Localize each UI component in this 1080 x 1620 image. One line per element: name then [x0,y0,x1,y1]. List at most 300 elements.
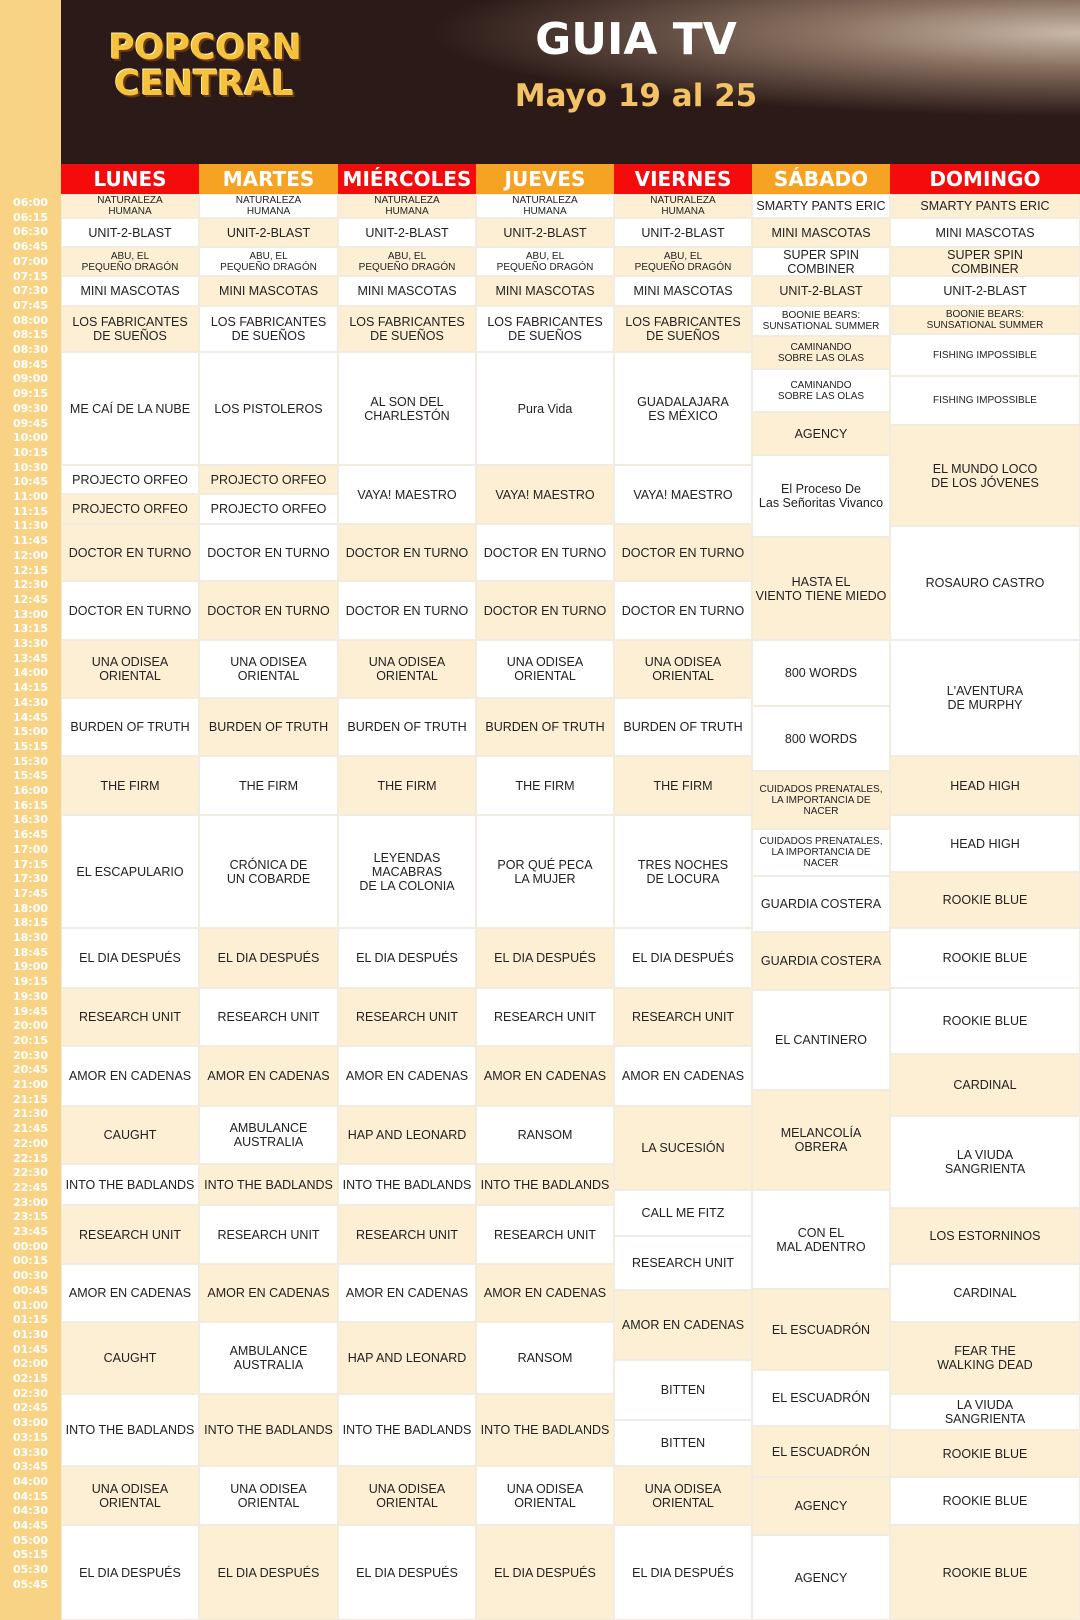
program-3-5 [476,352,614,465]
day-header-5: SÁBADO [752,164,890,194]
time-label: 06:15 [12,210,48,224]
program-1-9 [199,581,338,640]
page-title: GUIA TV [535,14,737,65]
program-title: LEYENDAS MACABRAS DE LA COLONIA [359,850,455,893]
program-2-23 [338,1525,476,1620]
program-title: ABU, EL PEQUEÑO DRAGÓN [634,250,732,273]
program-0-21 [61,1322,199,1394]
program-2-10 [338,698,476,756]
time-label: 11:30 [12,519,48,533]
program-title: UNA ODISEA ORIENTAL [368,1481,446,1510]
header-banner [61,0,1080,164]
program-title: EL DIA DESPUÉS [632,1565,734,1580]
program-4-11 [614,756,752,815]
program-1-24 [199,1525,338,1620]
time-label: 09:45 [12,416,48,430]
program-title: FEAR THE WALKING DEAD [937,1344,1033,1372]
time-label: 03:30 [12,1445,48,1459]
program-title: AMOR EN CADENAS [345,1069,469,1083]
program-1-23 [199,1466,338,1525]
program-4-22 [614,1466,752,1525]
time-label: 22:15 [12,1151,48,1165]
program-3-10 [476,698,614,756]
program-1-4 [199,306,338,352]
program-title: ABU, EL PEQUEÑO DRAGÓN [358,250,456,273]
program-title: BOONIE BEARS: SUNSATIONAL SUMMER [762,310,880,332]
program-title: MINI MASCOTAS [357,284,457,298]
program-title: CUIDADOS PRENATALES, LA IMPORTANCIA DE NACER [759,836,883,869]
time-label: 00:15 [12,1254,48,1268]
program-1-19 [199,1205,338,1264]
program-6-14 [890,988,1080,1054]
program-title: LA VIUDA SANGRIENTA [944,1398,1026,1426]
time-label: 18:15 [12,916,48,930]
time-label: 01:15 [12,1313,48,1327]
time-label: 02:45 [12,1401,48,1415]
time-label: 00:30 [12,1269,48,1283]
time-label: 07:30 [12,284,48,298]
program-title: NATURALEZA HUMANA [512,195,578,217]
program-title: BURDEN OF TRUTH [623,720,743,734]
program-title: EL DIA DESPUÉS [79,1565,181,1580]
program-title: THE FIRM [515,778,575,793]
program-2-1 [338,218,476,247]
program-title: MINI MASCOTAS [935,225,1035,240]
program-0-15 [61,988,199,1046]
program-title: CARDINAL [953,1286,1017,1300]
program-title: El Proceso De Las Señoritas Vivanco [758,482,884,510]
program-3-14 [476,988,614,1046]
program-6-7 [890,425,1080,526]
program-title: UNA ODISEA ORIENTAL [644,655,722,683]
program-3-22 [476,1466,614,1525]
day-header-3: JUEVES [476,164,614,194]
time-label: 14:45 [12,710,48,724]
program-title: DOCTOR EN TURNO [483,603,607,618]
program-6-10 [890,756,1080,815]
program-6-16 [890,1116,1080,1208]
program-title: DOCTOR EN TURNO [483,545,607,560]
time-label: 06:45 [12,240,48,254]
program-title: AMOR EN CADENAS [345,1286,469,1300]
program-title: LOS FABRICANTES DE SUEÑOS [349,315,465,343]
time-label: 07:45 [12,298,48,312]
program-title: AMOR EN CADENAS [621,1318,745,1332]
time-label: 17:15 [12,857,48,871]
time-label: 07:00 [12,254,48,268]
program-6-21 [890,1430,1080,1477]
program-title: RESEARCH UNIT [631,1010,735,1024]
program-title: NATURALEZA HUMANA [650,195,716,217]
program-title: ROOKIE BLUE [942,951,1028,965]
program-4-20 [614,1360,752,1420]
program-title: BURDEN OF TRUTH [347,720,467,734]
program-0-19 [61,1205,199,1264]
program-1-8 [199,524,338,581]
program-1-3 [199,276,338,306]
program-title: ROOKIE BLUE [942,1494,1028,1508]
program-4-9 [614,640,752,698]
program-2-15 [338,1046,476,1106]
time-label: 11:15 [12,504,48,518]
program-title: LOS FABRICANTES DE SUEÑOS [625,315,741,343]
program-2-18 [338,1205,476,1264]
program-title: CAUGHT [103,1128,157,1142]
program-0-2 [61,247,199,276]
time-label: 23:45 [12,1225,48,1238]
program-3-0 [476,194,614,218]
program-title: AMOR EN CADENAS [207,1069,330,1083]
program-6-5 [890,334,1080,376]
program-title: UNA ODISEA ORIENTAL [644,1481,722,1510]
program-2-4 [338,306,476,352]
program-6-8 [890,526,1080,640]
program-title: EL ESCUADRÓN [771,1322,871,1337]
program-4-4 [614,306,752,352]
program-6-17 [890,1208,1080,1264]
program-2-3 [338,276,476,306]
day-header-6: DOMINGO [890,164,1080,194]
time-label: 22:00 [12,1136,48,1150]
time-label: 13:30 [12,637,48,650]
program-title: AMOR EN CADENAS [68,1286,192,1300]
program-title: RESEARCH UNIT [631,1256,735,1270]
program-0-22 [61,1394,199,1466]
program-title: UNIT-2-BLAST [779,284,863,298]
program-4-3 [614,276,752,306]
time-label: 15:15 [12,739,48,753]
program-title: INTO THE BADLANDS [342,1423,472,1437]
program-1-21 [199,1322,338,1394]
program-0-17 [61,1106,199,1164]
program-6-23 [890,1525,1080,1620]
time-label: 14:15 [12,681,48,695]
time-label: 01:30 [12,1327,48,1341]
program-title: RANSOM [517,1351,573,1365]
program-title: THE FIRM [238,778,299,793]
day-header-2: MIÉRCOLES [338,164,476,194]
time-label: 07:15 [12,269,48,283]
time-label: 09:15 [12,387,48,401]
program-title: ROOKIE BLUE [942,1565,1028,1580]
program-title: CAUGHT [103,1351,157,1365]
program-title: ABU, EL PEQUEÑO DRAGÓN [496,250,594,273]
program-title: NATURALEZA HUMANA [374,195,440,217]
program-1-5 [199,352,338,465]
program-5-13 [752,829,890,876]
time-label: 08:45 [12,357,48,371]
program-4-17 [614,1190,752,1236]
program-title: ABU, EL PEQUEÑO DRAGÓN [220,250,317,273]
program-title: LOS PISTOLEROS [214,401,323,416]
program-title: SMARTY PANTS ERIC [756,199,886,213]
program-title: AMOR EN CADENAS [68,1069,192,1083]
program-6-0 [890,194,1080,218]
time-label: 15:30 [12,754,48,768]
program-title: BITTEN [660,1383,706,1397]
program-title: AMOR EN CADENAS [621,1069,745,1083]
time-label: 00:45 [12,1283,48,1297]
program-5-6 [752,369,890,412]
program-2-11 [338,756,476,815]
program-6-3 [890,276,1080,306]
program-title: CON EL MAL ADENTRO [776,1225,866,1254]
program-2-2 [338,247,476,276]
program-0-13 [61,815,199,928]
program-3-4 [476,306,614,352]
time-label: 16:30 [12,813,48,827]
time-label: 10:00 [12,431,48,445]
program-2-0 [338,194,476,218]
day-header-4: VIERNES [614,164,752,194]
program-title: MINI MASCOTAS [495,284,595,298]
program-title: AMOR EN CADENAS [207,1286,330,1300]
program-3-15 [476,1046,614,1106]
time-label: 16:45 [12,828,48,842]
program-title: DOCTOR EN TURNO [345,603,469,618]
program-1-12 [199,756,338,815]
time-label: 17:00 [12,842,48,856]
time-label: 04:15 [12,1489,48,1503]
time-label: 05:30 [12,1563,48,1577]
program-5-14 [752,876,890,932]
program-title: PROJECTO ORFEO [72,502,188,516]
program-title: THE FIRM [377,778,437,793]
time-label: 20:30 [12,1048,48,1062]
program-6-11 [890,815,1080,872]
program-1-11 [199,698,338,756]
time-label: 19:15 [12,975,48,989]
program-title: UNIT-2-BLAST [88,225,172,240]
time-label: 19:45 [12,1004,48,1018]
program-title: VAYA! MAESTRO [633,487,733,502]
program-title: EL DIA DESPUÉS [632,951,734,965]
program-0-10 [61,640,199,698]
program-5-2 [752,247,890,276]
program-title: AMOR EN CADENAS [483,1069,607,1083]
program-title: RESEARCH UNIT [217,1227,320,1242]
time-label: 03:45 [12,1460,48,1474]
program-5-21 [752,1426,890,1477]
time-label: 20:00 [12,1019,48,1033]
time-label: 15:45 [12,769,48,783]
program-title: BURDEN OF TRUTH [208,720,329,734]
program-title: RESEARCH UNIT [355,1010,459,1024]
program-1-13 [199,815,338,928]
program-title: RESEARCH UNIT [78,1010,182,1024]
program-title: INTO THE BADLANDS [480,1423,610,1437]
program-title: CAMINANDO SOBRE LAS OLAS [777,379,865,402]
time-label: 03:15 [12,1430,48,1444]
program-5-11 [752,706,890,771]
program-6-4 [890,306,1080,334]
time-label: 12:15 [12,563,48,577]
program-title: L'AVENTURA DE MURPHY [946,684,1024,712]
program-title: RESEARCH UNIT [493,1010,597,1024]
program-title: GUARDIA COSTERA [760,897,882,911]
program-1-0 [199,194,338,218]
time-label: 18:00 [12,901,48,915]
program-4-10 [614,698,752,756]
time-label: 12:00 [12,548,48,562]
program-4-12 [614,815,752,928]
program-title: INTO THE BADLANDS [342,1177,472,1192]
program-4-16 [614,1106,752,1190]
program-6-12 [890,872,1080,928]
program-0-11 [61,698,199,756]
program-3-1 [476,218,614,247]
time-label: 12:45 [12,592,48,606]
program-title: LOS FABRICANTES DE SUEÑOS [72,315,188,343]
program-3-19 [476,1264,614,1322]
program-title: UNA ODISEA ORIENTAL [91,655,169,683]
time-label: 04:30 [12,1504,48,1518]
program-5-5 [752,336,890,369]
program-title: EL DIA DESPUÉS [356,1565,458,1580]
program-3-16 [476,1106,614,1164]
program-title: ROSAURO CASTRO [925,576,1045,590]
program-6-19 [890,1322,1080,1394]
program-title: AGENCY [794,426,848,441]
day-header-1: MARTES [199,164,338,194]
program-title: DOCTOR EN TURNO [207,545,330,560]
time-label: 17:30 [12,872,48,886]
program-title: INTO THE BADLANDS [480,1177,610,1192]
program-title: LOS ESTORNINOS [929,1229,1041,1243]
program-title: CAMINANDO SOBRE LAS OLAS [777,341,865,364]
time-label: 13:45 [12,651,48,665]
program-0-3 [61,276,199,306]
program-5-9 [752,537,890,640]
program-1-16 [199,1046,338,1106]
program-4-23 [614,1525,752,1620]
program-title: UNA ODISEA ORIENTAL [91,1481,169,1510]
program-0-23 [61,1466,199,1525]
program-title: HASTA EL VIENTO TIENE MIEDO [755,574,887,603]
program-4-0 [614,194,752,218]
program-title: FISHING IMPOSSIBLE [933,395,1037,406]
time-label: 14:00 [12,666,48,680]
program-3-23 [476,1525,614,1620]
program-title: AMBULANCE AUSTRALIA [229,1344,308,1372]
program-1-20 [199,1264,338,1322]
program-0-12 [61,756,199,815]
time-label: 00:00 [12,1239,48,1253]
program-title: SMARTY PANTS ERIC [920,199,1050,213]
time-label: 04:00 [12,1474,48,1488]
time-label: 22:30 [12,1166,48,1180]
time-label: 01:00 [12,1298,48,1312]
program-title: GUARDIA COSTERA [760,954,882,968]
program-3-20 [476,1322,614,1394]
program-3-18 [476,1205,614,1264]
program-3-11 [476,756,614,815]
program-title: THE FIRM [100,778,160,793]
time-label: 17:45 [12,886,48,900]
program-title: DOCTOR EN TURNO [207,603,330,618]
time-label: 10:30 [12,460,48,474]
program-title: CRÓNICA DE UN COBARDE [226,857,311,886]
program-1-10 [199,640,338,698]
time-label: 02:00 [12,1357,48,1371]
program-title: FISHING IMPOSSIBLE [933,349,1037,361]
program-title: AMBULANCE AUSTRALIA [229,1121,308,1149]
program-5-17 [752,1090,890,1190]
program-5-1 [752,218,890,247]
program-2-9 [338,640,476,698]
time-label: 13:00 [12,607,48,621]
logo-line-1: POPCORN [109,28,302,68]
time-label: 19:00 [12,960,48,974]
time-label: 23:00 [12,1195,48,1209]
program-title: UNA ODISEA ORIENTAL [506,655,584,683]
program-3-9 [476,640,614,698]
program-2-17 [338,1164,476,1205]
time-label: 10:45 [12,475,48,489]
program-5-0 [752,194,890,218]
program-title: AGENCY [794,1570,848,1585]
program-title: CARDINAL [953,1078,1017,1092]
program-0-5 [61,352,199,465]
program-4-13 [614,928,752,988]
program-title: AGENCY [794,1499,848,1513]
program-0-16 [61,1046,199,1106]
program-title: EL ESCUADRÓN [771,1391,871,1405]
program-title: MINI MASCOTAS [218,284,319,298]
time-label: 05:15 [12,1548,48,1562]
time-label: 03:00 [12,1416,48,1430]
time-label: 21:00 [12,1078,48,1091]
time-label: 16:15 [12,798,48,812]
program-3-13 [476,928,614,988]
logo-line-2: CENTRAL [114,64,294,104]
program-0-8 [61,524,199,581]
program-6-1 [890,218,1080,247]
program-3-12 [476,815,614,928]
program-4-21 [614,1420,752,1466]
time-label: 15:00 [12,725,48,739]
program-title: EL ESCUADRÓN [771,1444,871,1459]
time-label: 23:15 [12,1210,48,1224]
program-1-18 [199,1164,338,1205]
program-3-2 [476,247,614,276]
program-title: ABU, EL PEQUEÑO DRAGÓN [81,250,179,273]
program-5-8 [752,455,890,537]
program-title: ROOKIE BLUE [942,1446,1028,1461]
program-title: PROJECTO ORFEO [210,472,327,487]
program-4-2 [614,247,752,276]
program-0-18 [61,1164,199,1205]
date-range: Mayo 19 al 25 [514,78,758,114]
program-title: RESEARCH UNIT [217,1010,320,1024]
program-title: 800 WORDS [784,666,858,680]
time-label: 04:45 [12,1519,48,1532]
program-5-3 [752,276,890,306]
program-4-14 [614,988,752,1046]
program-title: ROOKIE BLUE [942,1014,1028,1028]
program-title: 800 WORDS [784,731,858,746]
program-3-17 [476,1164,614,1205]
program-title: UNA ODISEA ORIENTAL [506,1481,584,1510]
program-5-18 [752,1190,890,1289]
program-title: RANSOM [517,1128,573,1142]
program-6-13 [890,928,1080,988]
time-label: 18:30 [12,931,48,944]
program-title: RESEARCH UNIT [78,1227,182,1242]
program-3-7 [476,524,614,581]
program-2-8 [338,581,476,640]
time-label: 19:30 [12,989,48,1003]
